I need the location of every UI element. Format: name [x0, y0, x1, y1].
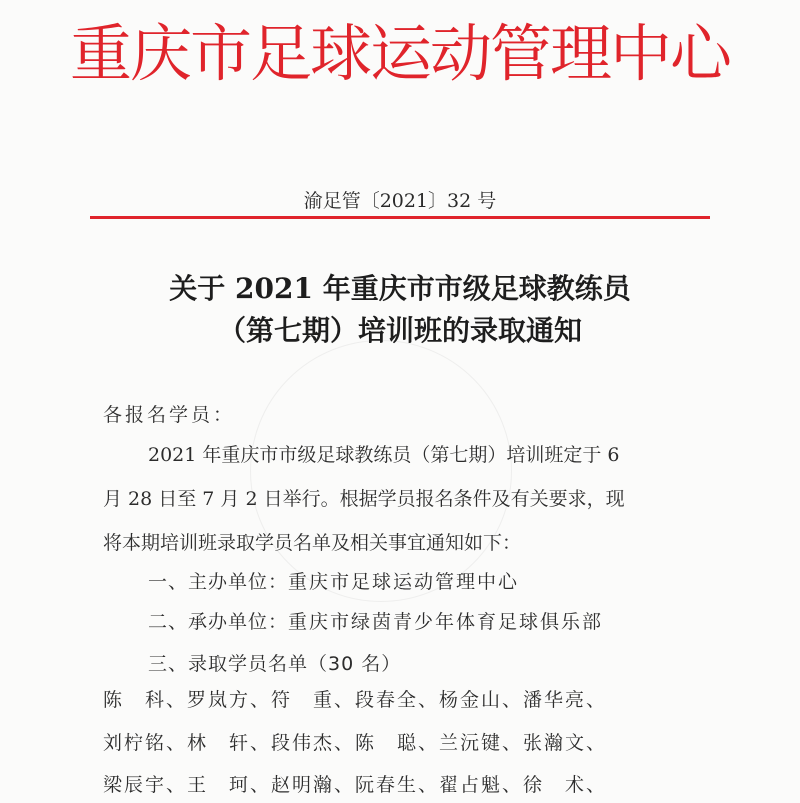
paragraph-line-3: 将本期培训班录取学员名单及相关事宜通知如下： [103, 532, 522, 554]
names-row-3: 梁辰宇、王 珂、赵明瀚、阮春生、翟占魁、徐 术、 [103, 774, 608, 796]
paragraph-line-2: 月 28 日至 7 月 2 日举行。根据学员报名条件及有关要求，现 [103, 488, 625, 510]
letterhead-org-name: 重庆市足球运动管理中心 [69, 17, 730, 90]
title-line-2: （第七期）培训班的录取通知 [217, 314, 582, 347]
item-organizer [148, 567, 519, 594]
letterhead-red-rule [90, 216, 710, 219]
document-number: 渝足管〔2021〕32 号 [303, 190, 497, 212]
item-co-organizer [148, 607, 603, 634]
item-admitted-list [148, 649, 401, 676]
names-row-2: 刘柠铭、林 轩、段伟杰、陈 聪、兰沅键、张瀚文、 [103, 732, 608, 754]
salutation: 各报名学员： [103, 404, 236, 426]
faint-stamp-mark [250, 340, 512, 602]
paragraph-line-1: 2021 年重庆市市级足球教练员（第七期）培训班定于 6 [148, 444, 620, 466]
names-row-1: 陈 科、罗岚方、符 重、段春全、杨金山、潘华亮、 [103, 689, 608, 711]
item-co-organizer-value: 重庆市绿茵青少年体育足球俱乐部 [288, 611, 604, 633]
item-admitted-list-label: 三、录取学员名单 [148, 653, 309, 675]
document-title [0, 268, 800, 352]
item-admitted-list-count: （30 名） [308, 653, 402, 675]
item-organizer-label: 一、主办单位： [148, 571, 289, 593]
title-line-1: 关于 2021 年重庆市市级足球教练员 [169, 272, 631, 305]
item-organizer-value: 重庆市足球运动管理中心 [288, 571, 520, 593]
item-co-organizer-label: 二、承办单位： [148, 611, 289, 633]
